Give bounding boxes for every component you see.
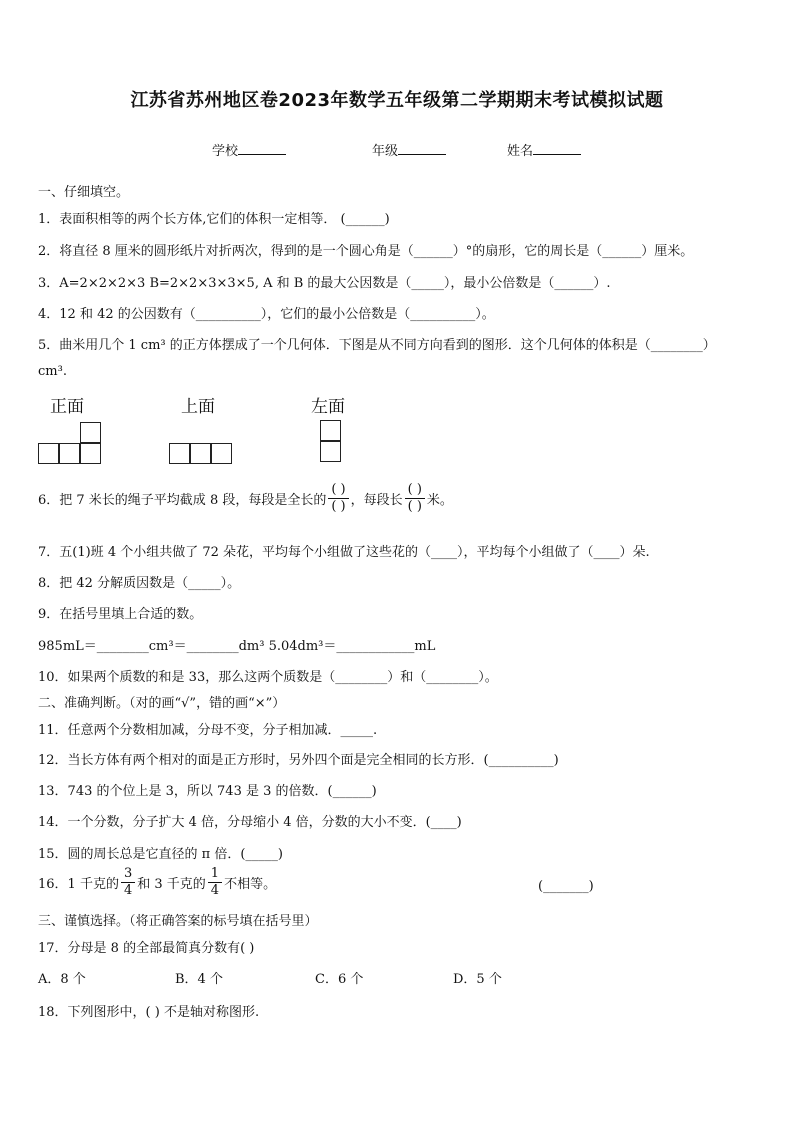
fraction-blank-2-den: ( ) bbox=[407, 499, 422, 514]
question-16-answer-blank[interactable]: (_______) bbox=[538, 879, 594, 894]
option-d[interactable]: D．5 个 bbox=[453, 972, 502, 987]
fraction-blank-2[interactable] bbox=[405, 482, 425, 515]
option-b[interactable]: B．4 个 bbox=[175, 972, 223, 987]
question-2: 2．将直径 8 厘米的圆形纸片对折两次，得到的是一个圆心角是（______）°的扇形，它的周长是（______）厘米。 bbox=[38, 244, 694, 259]
question-16-text-a: 16．1 千克的 bbox=[38, 877, 119, 892]
name-blank[interactable] bbox=[533, 140, 581, 155]
question-16-text-c: 不相等。 bbox=[224, 877, 277, 892]
page-title: 江苏省苏州地区卷2023年数学五年级第二学期期末考试模拟试题 bbox=[130, 90, 664, 111]
fraction-blank-1[interactable] bbox=[328, 482, 348, 515]
option-a[interactable]: A．8 个 bbox=[38, 972, 86, 987]
question-17: 17．分母是 8 的全部最简真分数有( ) bbox=[38, 941, 255, 956]
question-16 bbox=[38, 866, 276, 899]
question-13: 13．743 的个位上是 3，所以 743 是 3 的倍数．(______) bbox=[38, 784, 377, 799]
question-1: 1．表面积相等的两个长方体,它们的体积一定相等． (______) bbox=[38, 212, 390, 227]
question-14: 14．一个分数，分子扩大 4 倍，分母缩小 4 倍，分数的大小不变．(____) bbox=[38, 815, 462, 830]
question-6-text-c: 米。 bbox=[426, 493, 453, 508]
front-view-label: 正面 bbox=[50, 397, 84, 417]
question-5: 5．曲米用几个 1 cm³ 的正方体摆成了一个几何体．下图是从不同方向看到的图形．这个几何体的体积是（________） bbox=[38, 338, 716, 353]
question-16-text-b: 和 3 千克的 bbox=[137, 877, 206, 892]
section-heading-1: 一、仔细填空。 bbox=[38, 185, 130, 200]
question-4: 4．12 和 42 的公因数有（__________），它们的最小公倍数是（__________）。 bbox=[38, 307, 495, 322]
school-label: 学校 bbox=[212, 144, 239, 159]
section-heading-3: 三、谨慎选择。（将正确答案的标号填在括号里） bbox=[38, 914, 318, 929]
question-3: 3．A=2×2×2×3 B=2×2×3×3×5, A 和 B 的最大公因数是（_____），最小公倍数是（______）. bbox=[38, 276, 611, 291]
question-18: 18．下列图形中，( ) 不是轴对称图形. bbox=[38, 1005, 260, 1020]
question-9-conversions: 985mL＝________cm³＝________dm³ 5.04dm³＝____________mL bbox=[38, 639, 436, 654]
question-8: 8．把 42 分解质因数是（_____）。 bbox=[38, 576, 241, 591]
fraction-one-quarter-den: 4 bbox=[210, 883, 220, 898]
fraction-one-quarter-num: 1 bbox=[208, 866, 222, 883]
question-12: 12．当长方体有两个相对的面是正方形时，另外四个面是完全相同的长方形．(__________) bbox=[38, 753, 559, 768]
option-c[interactable]: C．6 个 bbox=[315, 972, 364, 987]
section-heading-2: 二、准确判断。（对的画“√”，错的画“×”） bbox=[38, 696, 286, 711]
fraction-blank-1-den: ( ) bbox=[331, 499, 346, 514]
question-11: 11．任意两个分数相加减，分母不变，分子相加减．_____. bbox=[38, 723, 378, 738]
question-9: 9．在括号里填上合适的数。 bbox=[38, 607, 203, 622]
grade-label: 年级 bbox=[372, 144, 399, 159]
question-15: 15．圆的周长总是它直径的 π 倍．(_____) bbox=[38, 847, 283, 862]
fraction-three-quarters-num: 3 bbox=[121, 866, 135, 883]
question-6 bbox=[38, 482, 453, 515]
grade-blank[interactable] bbox=[398, 140, 446, 155]
fraction-blank-1-num: ( ) bbox=[328, 482, 348, 499]
question-6-text-a: 6．把 7 米长的绳子平均截成 8 段，每段是全长的 bbox=[38, 493, 327, 508]
question-7: 7．五(1)班 4 个小组共做了 72 朵花，平均每个小组做了这些花的（____），平均每个小组做了（____）朵. bbox=[38, 545, 650, 560]
name-field[interactable] bbox=[507, 140, 581, 159]
school-blank[interactable] bbox=[238, 140, 286, 155]
question-10: 10．如果两个质数的和是 33，那么这两个质数是（________）和（________）。 bbox=[38, 670, 498, 685]
left-view-label: 左面 bbox=[311, 397, 345, 417]
fraction-three-quarters bbox=[121, 866, 135, 899]
fraction-one-quarter bbox=[208, 866, 222, 899]
fraction-three-quarters-den: 4 bbox=[123, 883, 133, 898]
question-6-text-b: ，每段长 bbox=[350, 493, 403, 508]
three-views-figure bbox=[38, 392, 368, 470]
school-field[interactable] bbox=[212, 140, 286, 159]
grade-field[interactable] bbox=[372, 140, 446, 159]
question-5-unit: cm³. bbox=[38, 364, 67, 379]
fraction-blank-2-num: ( ) bbox=[405, 482, 425, 499]
top-view-label: 上面 bbox=[181, 397, 215, 417]
name-label: 姓名 bbox=[507, 144, 534, 159]
